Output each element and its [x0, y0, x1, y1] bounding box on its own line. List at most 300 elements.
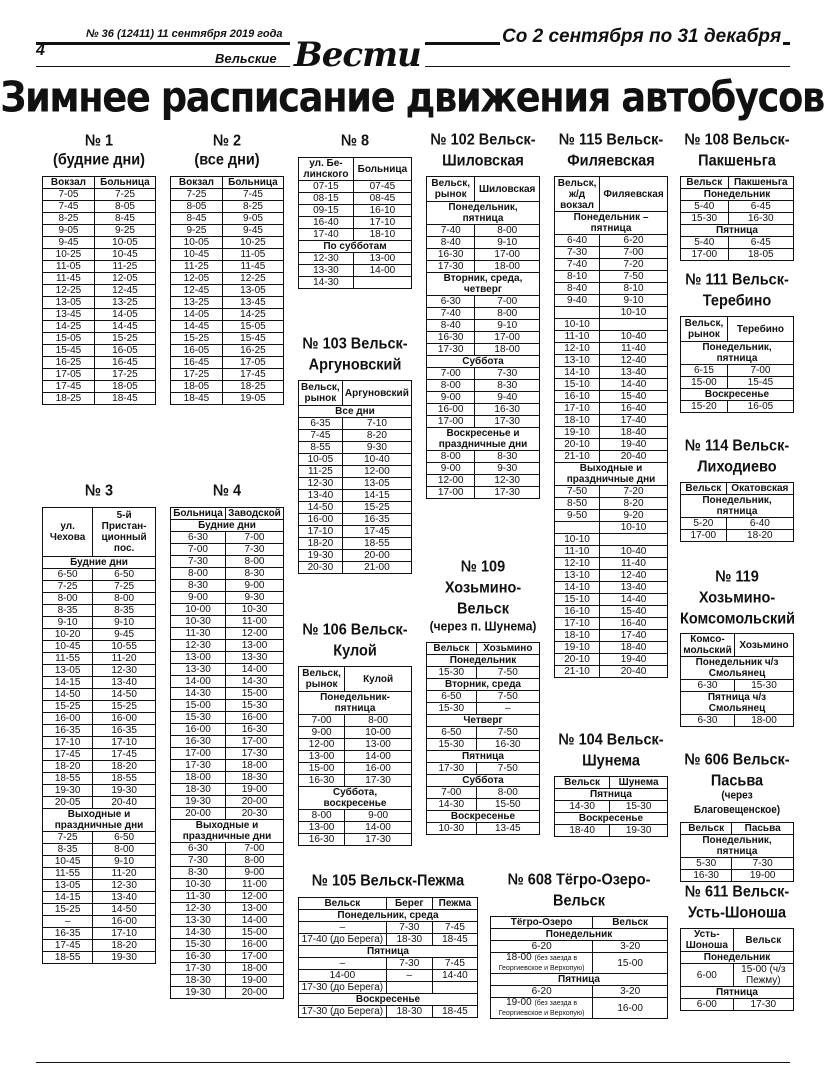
route-114: [680, 438, 794, 542]
table-row: [427, 763, 540, 775]
table-row: [681, 870, 794, 882]
table-row: [43, 868, 156, 880]
table-row: [171, 700, 284, 712]
time-cell: 15-00: [171, 700, 226, 712]
table-row: [171, 237, 284, 249]
time-cell: 19-00: [225, 784, 283, 796]
time-cell: 9-05: [222, 213, 283, 225]
table-row: [681, 858, 794, 870]
time-cell: 17-25: [171, 369, 223, 381]
time-cell: 16-35: [93, 725, 156, 737]
time-cell: 5-30: [681, 858, 732, 870]
route-title: № 114 Вельск-Лиходиево: [684, 437, 790, 476]
time-cell: 16-30: [427, 249, 475, 261]
table-row: [43, 737, 156, 749]
time-cell: 16-00: [93, 916, 156, 928]
time-cell: 12-25: [43, 285, 95, 297]
table-row: [555, 606, 668, 618]
time-cell: 11-00: [225, 879, 283, 891]
table-row: [171, 309, 284, 321]
time-cell: 8-00: [225, 556, 283, 568]
time-cell: 13-40: [600, 582, 668, 594]
table-row: [171, 975, 284, 987]
table-row: [299, 982, 478, 994]
time-cell: 10-05: [171, 237, 223, 249]
time-cell: 17-45: [43, 381, 95, 393]
time-cell: 7-25: [93, 581, 156, 593]
column-header: Заводской: [225, 508, 283, 520]
time-cell: 21-10: [555, 451, 600, 463]
time-cell: 8-30: [225, 568, 283, 580]
table-row: [171, 592, 284, 604]
table-row: [43, 593, 156, 605]
column-header: Аргуновский: [342, 381, 411, 406]
table-row: [681, 237, 794, 249]
table-row: [491, 998, 668, 1019]
time-cell: 8-00: [427, 451, 475, 463]
time-cell: 6-50: [427, 691, 477, 703]
time-cell: 7-00: [475, 296, 540, 308]
table-row: [299, 715, 412, 727]
time-cell: 8-20: [600, 498, 668, 510]
issue-info: № 36 (12411) 11 сентября 2019 года: [86, 28, 283, 40]
time-cell: 12-30: [93, 880, 156, 892]
day-section-label: Пятница: [681, 987, 794, 999]
table-row: [43, 952, 156, 964]
table-row: [43, 641, 156, 653]
table-row: [171, 381, 284, 393]
day-section-label: Воскресенье: [299, 994, 478, 1006]
table-row: [555, 403, 668, 415]
day-section-label: Все дни: [299, 406, 412, 418]
time-cell: –: [299, 922, 387, 934]
table-row: [43, 797, 156, 809]
table-row: [43, 237, 156, 249]
time-cell: 16-40: [299, 217, 354, 229]
time-cell: 16-35: [43, 928, 93, 940]
table-row: [171, 736, 284, 748]
time-cell: 17-25: [94, 369, 155, 381]
time-cell: 15-30: [610, 801, 668, 813]
time-cell: 14-00: [171, 676, 226, 688]
table-row: [299, 834, 412, 846]
table-row: [299, 775, 412, 787]
table-row: [427, 296, 540, 308]
time-cell: 12-05: [94, 273, 155, 285]
table-row: [681, 530, 794, 542]
time-cell: 16-00: [171, 724, 226, 736]
route-subtitle: (через п. Шунема): [429, 618, 537, 634]
table-row: [171, 963, 284, 975]
day-section-label: Понедельник: [427, 655, 540, 667]
time-cell: 20-00: [225, 796, 283, 808]
time-cell: 14-00: [345, 751, 412, 763]
time-cell: 8-40: [555, 283, 600, 295]
day-section-label: Пятница: [427, 751, 540, 763]
route-title: № 108 Вельск-Пакшеньга: [684, 131, 790, 170]
column-header: Теребино: [727, 317, 793, 342]
time-cell: 9-05: [43, 225, 95, 237]
day-section-label: Понедельник: [681, 952, 794, 964]
time-cell: 16-00: [225, 712, 283, 724]
time-cell: 18-10: [555, 415, 600, 427]
table-row: [43, 249, 156, 261]
time-cell: 18-25: [43, 393, 95, 405]
time-cell: 11-05: [222, 249, 283, 261]
table-row: [171, 939, 284, 951]
time-cell: 15-30: [427, 667, 477, 679]
timetable: [426, 642, 540, 835]
table-row: [171, 261, 284, 273]
table-row: [43, 904, 156, 916]
table-row: [681, 999, 794, 1011]
time-cell: 16-30: [299, 834, 345, 846]
time-cell: 8-00: [345, 715, 412, 727]
time-cell: 20-00: [225, 987, 283, 999]
time-cell: 16-30: [475, 404, 540, 416]
table-row: [555, 319, 668, 331]
time-cell: 14-50: [43, 689, 93, 701]
time-cell: 6-40: [555, 235, 600, 247]
table-row: [171, 532, 284, 544]
time-cell: 8-45: [94, 213, 155, 225]
time-cell: 09-15: [299, 205, 354, 217]
time-cell: 14-10: [555, 367, 600, 379]
time-cell: 8-00: [475, 225, 540, 237]
time-cell: 08-15: [299, 193, 354, 205]
time-cell: 16-25: [43, 357, 95, 369]
route-115: [554, 132, 668, 678]
time-cell: 14-10: [555, 582, 600, 594]
table-row: [555, 283, 668, 295]
time-cell: 6-20: [491, 941, 593, 953]
time-cell: 6-50: [93, 569, 156, 581]
column-header: Вельск: [593, 917, 668, 929]
time-cell: 6-00: [681, 964, 734, 987]
time-cell: 10-55: [93, 641, 156, 653]
page-number: 4: [36, 42, 45, 59]
table-row: [299, 958, 478, 970]
table-row: [681, 715, 794, 727]
time-cell: 8-35: [43, 605, 93, 617]
time-cell: 17-30: [345, 775, 412, 787]
time-cell: 12-00: [225, 628, 283, 640]
time-cell: 7-25: [94, 189, 155, 201]
time-cell: 19-30: [610, 825, 668, 837]
time-cell: 16-40: [600, 618, 668, 630]
column-header: Больница: [222, 177, 283, 189]
table-row: [171, 568, 284, 580]
table-row: [299, 265, 412, 277]
time-cell: 13-00: [171, 652, 226, 664]
time-cell: 17-00: [475, 332, 540, 344]
time-cell: 12-30: [299, 478, 343, 490]
route-title: № 103 Вельск-Аргуновский: [302, 335, 408, 374]
newspaper-name-small: Вельские: [212, 51, 280, 66]
time-cell: 18-20: [43, 761, 93, 773]
day-section-label: Пятница ч/з Смольянец: [681, 692, 794, 715]
table-row: [171, 357, 284, 369]
table-row: [555, 618, 668, 630]
time-cell: 7-40: [555, 259, 600, 271]
time-cell: 16-30: [728, 213, 793, 225]
time-cell: 8-00: [427, 380, 475, 392]
time-cell: 20-30: [299, 562, 343, 574]
timetable: [170, 507, 284, 999]
time-cell: 3-20: [593, 986, 668, 998]
table-row: [171, 987, 284, 999]
table-row: [555, 415, 668, 427]
time-cell: 16-35: [43, 725, 93, 737]
route-subtitle: (будние дни): [53, 151, 145, 169]
time-cell: 14-50: [93, 689, 156, 701]
table-row: [427, 392, 540, 404]
time-cell: 20-10: [555, 654, 600, 666]
time-cell: 7-25: [43, 832, 93, 844]
time-cell: 9-50: [555, 510, 600, 522]
time-cell: 17-00: [681, 249, 729, 261]
time-cell: 21-10: [555, 666, 600, 678]
table-row: [681, 365, 794, 377]
time-cell: 16-00: [427, 404, 475, 416]
timetable: [554, 176, 668, 678]
table-row: [299, 727, 412, 739]
table-row: [299, 277, 412, 289]
time-cell: 15-00: [225, 688, 283, 700]
time-cell: 19-30: [93, 785, 156, 797]
table-row: [171, 879, 284, 891]
time-cell: 15-00 (ч/з Пежму): [733, 964, 793, 987]
time-cell: 13-30: [299, 265, 354, 277]
time-cell: 7-30: [555, 247, 600, 259]
table-row: [43, 213, 156, 225]
column-header: Пасьва: [732, 823, 794, 835]
time-cell: 18-00: [225, 760, 283, 772]
time-cell: 8-20: [342, 430, 411, 442]
route-1: [42, 132, 156, 405]
timetable: [426, 176, 540, 499]
table-row: [681, 964, 794, 987]
table-row: [171, 903, 284, 915]
time-cell: 7-20: [600, 259, 668, 271]
time-cell: 13-45: [476, 823, 539, 835]
time-cell: 7-00: [225, 532, 283, 544]
time-cell: 11-25: [94, 261, 155, 273]
table-row: [43, 773, 156, 785]
time-cell: 15-45: [43, 345, 95, 357]
time-cell: 6-45: [728, 237, 793, 249]
table-row: [43, 689, 156, 701]
time-cell: 15-00: [593, 953, 668, 974]
time-cell: 10-40: [600, 331, 668, 343]
day-section-label: Понедельник, пятница: [681, 495, 794, 518]
time-cell: 5-20: [681, 518, 727, 530]
time-cell: 20-00: [342, 550, 411, 562]
time-cell: 10-10: [600, 307, 668, 319]
table-row: [43, 309, 156, 321]
time-cell: 19-30: [299, 550, 343, 562]
time-cell: 10-30: [225, 604, 283, 616]
table-row: [299, 430, 412, 442]
table-row: [43, 701, 156, 713]
table-row: [681, 680, 794, 692]
time-cell: 10-30: [171, 879, 226, 891]
table-row: [555, 825, 668, 837]
table-row: [427, 416, 540, 428]
time-cell: 13-25: [94, 297, 155, 309]
time-cell: 9-00: [345, 810, 412, 822]
timetable: [42, 507, 156, 964]
time-cell: 7-50: [476, 763, 539, 775]
table-row: [555, 343, 668, 355]
table-row: [171, 927, 284, 939]
time-cell: 15-20: [681, 401, 728, 413]
time-cell: 14-50: [299, 502, 343, 514]
table-row: [681, 201, 794, 213]
table-row: [299, 478, 412, 490]
footer-rule: [36, 1062, 790, 1063]
time-cell: 10-10: [555, 534, 600, 546]
table-row: [43, 605, 156, 617]
table-row: [555, 331, 668, 343]
route-104: [554, 732, 668, 837]
table-row: [299, 1006, 478, 1018]
table-row: [427, 308, 540, 320]
time-cell: 7-25: [43, 581, 93, 593]
table-row: [43, 677, 156, 689]
column-header: Хозьмино: [734, 634, 793, 657]
time-cell: 12-10: [555, 343, 600, 355]
time-cell: 8-00: [93, 844, 156, 856]
table-row: [299, 751, 412, 763]
time-cell: 9-00: [299, 727, 345, 739]
time-cell: 14-00: [225, 664, 283, 676]
time-cell: 6-30: [427, 296, 475, 308]
time-cell: 17-05: [222, 357, 283, 369]
time-cell: 15-25: [342, 502, 411, 514]
table-row: [171, 915, 284, 927]
time-cell: 16-30: [171, 736, 226, 748]
time-cell: 17-10: [93, 737, 156, 749]
time-cell: 13-00: [299, 751, 345, 763]
day-section-label: Вторник, среда: [427, 679, 540, 691]
time-cell: 17-00: [427, 416, 475, 428]
route-title: № 3: [84, 482, 114, 500]
time-cell: 17-30: [225, 748, 283, 760]
time-cell: 17-45: [342, 526, 411, 538]
time-cell: 14-30: [171, 927, 226, 939]
route-title: № 611 Вельск-Усть-Шоноша: [684, 883, 790, 922]
table-row: [555, 259, 668, 271]
time-cell: 7-45: [222, 189, 283, 201]
time-cell: 14-00: [225, 915, 283, 927]
table-row: [299, 454, 412, 466]
time-cell: 13-05: [43, 665, 93, 677]
time-cell: 9-00: [225, 867, 283, 879]
time-cell: 11-10: [555, 546, 600, 558]
time-cell: 11-55: [43, 653, 93, 665]
newspaper-logo: Вести: [290, 36, 425, 74]
column-header: Вельск, рынок: [681, 317, 728, 342]
time-cell: 19-30: [171, 987, 226, 999]
time-cell: 13-10: [555, 355, 600, 367]
time-cell: 6-50: [43, 569, 93, 581]
table-row: [171, 273, 284, 285]
time-cell: 11-25: [299, 466, 343, 478]
table-row: [555, 498, 668, 510]
table-row: [43, 665, 156, 677]
time-cell: 19-00 (без заезда в Георгиевское и Верхопую): [491, 998, 593, 1019]
time-cell: 17-40: [600, 630, 668, 642]
time-cell: 8-10: [600, 283, 668, 295]
column-header: Тёгро-Озеро: [491, 917, 593, 929]
table-row: [299, 442, 412, 454]
time-cell: 16-10: [555, 606, 600, 618]
time-cell: [555, 522, 600, 534]
time-cell: 7-50: [600, 271, 668, 283]
time-cell: 19-00: [732, 870, 794, 882]
time-cell: 9-10: [43, 617, 93, 629]
table-row: [171, 285, 284, 297]
timetable: [170, 176, 284, 405]
table-row: [555, 582, 668, 594]
timetable: [42, 176, 156, 405]
time-cell: 16-10: [555, 391, 600, 403]
route-3: [42, 482, 156, 964]
time-cell: 19-30: [171, 796, 226, 808]
route-109: [426, 560, 540, 835]
time-cell: 6-50: [427, 727, 477, 739]
timetable: [554, 776, 668, 837]
table-row: [171, 544, 284, 556]
time-cell: 13-00: [299, 822, 345, 834]
time-cell: 14-50: [93, 904, 156, 916]
time-cell: 16-30: [427, 332, 475, 344]
time-cell: 12-30: [475, 475, 540, 487]
time-cell: 6-00: [681, 999, 734, 1011]
column-header: Вельск, рынок: [299, 667, 345, 692]
time-cell: 7-50: [476, 727, 539, 739]
time-cell: 15-25: [94, 333, 155, 345]
time-cell: 07-45: [353, 181, 411, 193]
table-row: [43, 713, 156, 725]
time-cell: 21-00: [342, 562, 411, 574]
time-cell: 16-05: [171, 345, 223, 357]
route-title: № 4: [212, 482, 242, 500]
route-title: № 111 Вельск-Теребино: [685, 271, 789, 310]
time-cell: 16-30: [476, 739, 539, 751]
column-header: Вельск: [427, 643, 477, 655]
table-row: [171, 867, 284, 879]
timetable: [298, 897, 478, 1018]
time-cell: 14-25: [222, 309, 283, 321]
time-cell: 15-30: [171, 712, 226, 724]
time-cell: 15-40: [600, 391, 668, 403]
time-cell: 7-45: [432, 922, 477, 934]
column-header: Вельск, ж/д вокзал: [555, 177, 600, 212]
time-cell: 11-30: [171, 891, 226, 903]
timetable: [680, 822, 794, 882]
time-cell: 7-50: [476, 667, 539, 679]
time-cell: 8-00: [43, 593, 93, 605]
table-row: [43, 261, 156, 273]
time-cell: 8-35: [93, 605, 156, 617]
time-cell: 18-55: [43, 952, 93, 964]
route-subtitle: (все дни): [194, 151, 260, 169]
time-cell: 18-05: [94, 381, 155, 393]
time-cell: 11-20: [93, 653, 156, 665]
route-106: [298, 622, 412, 846]
